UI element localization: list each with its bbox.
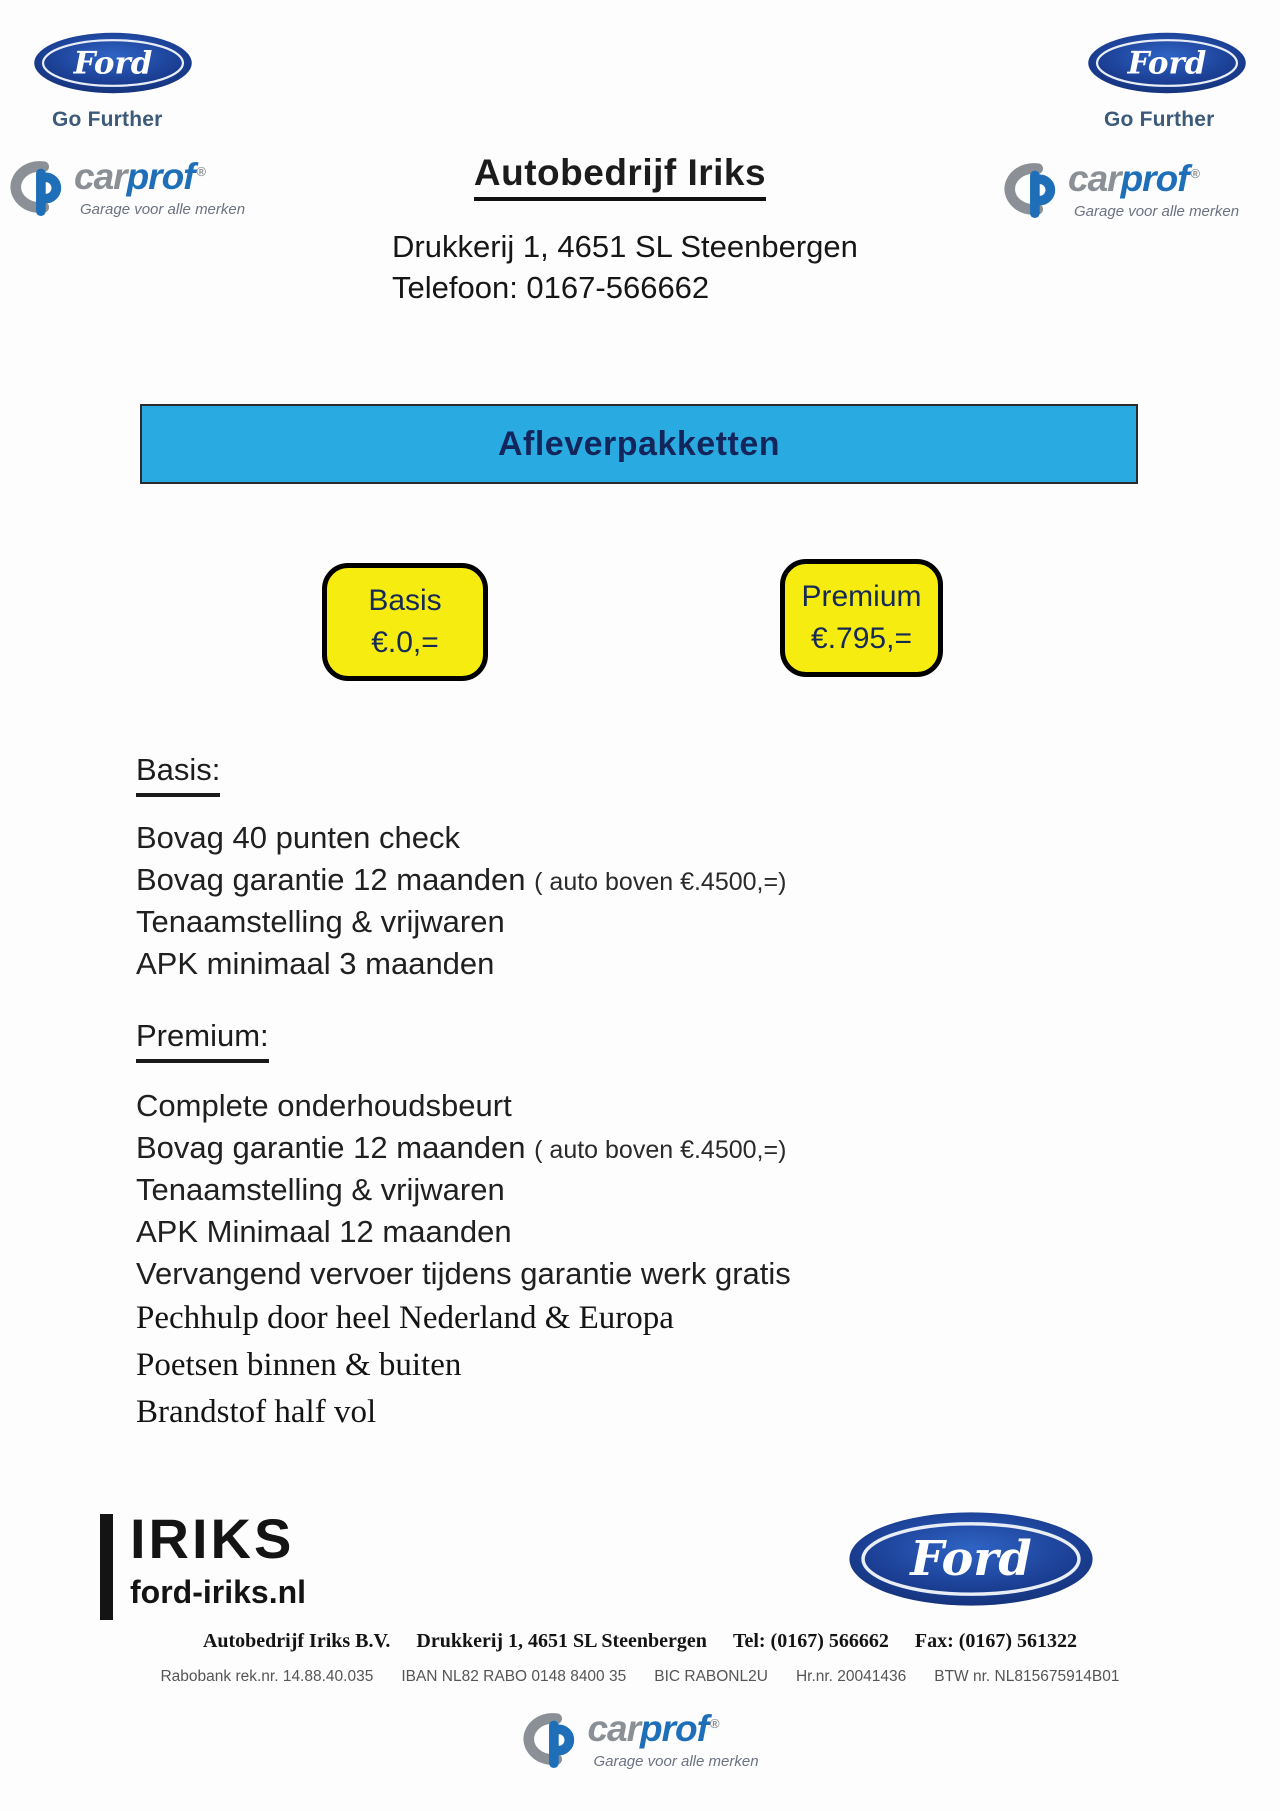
footer-address: Drukkerij 1, 4651 SL Steenbergen	[416, 1630, 707, 1652]
carprof-wordmark: carprof ®	[1068, 158, 1200, 199]
ford-wordmark: Ford	[910, 1530, 1032, 1587]
footer-tel: Tel: (0167) 566662	[732, 1630, 889, 1652]
premium-price-badge	[780, 559, 943, 677]
list-item: Complete onderhoudsbeurt	[136, 1088, 512, 1123]
footer-fax: Fax: (0167) 561322	[914, 1630, 1078, 1652]
carprof-tagline: Garage voor alle merken	[1074, 202, 1240, 220]
footer-bank: Rabobank rek.nr. 14.88.40.035	[160, 1668, 374, 1685]
carprof-icon	[1002, 160, 1060, 218]
footer-hr: Hr.nr. 20041436	[795, 1668, 907, 1685]
footer-bank-line	[0, 1668, 1280, 1686]
basis-item-list	[136, 818, 786, 986]
carprof-logo	[0, 1710, 1280, 1770]
carprof-tagline: Garage voor alle merken	[80, 200, 246, 218]
carprof-wordmark: carprof ®	[74, 156, 206, 197]
footer-btw: BTW nr. NL815675914B01	[934, 1668, 1120, 1685]
carprof-logo	[1002, 160, 1239, 220]
premium-item-list	[136, 1086, 791, 1437]
carprof-wordmark: carprof ®	[587, 1708, 719, 1749]
ford-logo	[32, 30, 194, 96]
basis-badge-name: Basis	[368, 584, 442, 617]
premium-section-heading: Premium:	[136, 1018, 269, 1063]
basis-badge-price: €.0,=	[371, 626, 439, 659]
ford-logo	[1086, 30, 1248, 96]
carprof-icon	[8, 158, 66, 216]
list-item: Poetsen binnen & buiten	[136, 1347, 462, 1383]
footer-bic: BIC RABONL2U	[654, 1668, 768, 1685]
ford-wordmark: Ford	[73, 45, 153, 82]
registered-mark: ®	[709, 1715, 719, 1731]
ford-wordmark: Ford	[1127, 45, 1207, 82]
carprof-logo	[8, 158, 245, 218]
header-contact	[392, 226, 858, 308]
go-further-label: Go Further	[52, 108, 163, 131]
footer-contact-line	[0, 1630, 1280, 1653]
registered-mark: ®	[1190, 165, 1200, 181]
list-item: Vervangend vervoer tijdens garantie werk gratis	[136, 1256, 791, 1291]
page-title: Autobedrijf Iriks	[474, 152, 766, 201]
list-item: APK Minimaal 12 maanden	[136, 1214, 512, 1249]
premium-badge-name: Premium	[801, 580, 922, 613]
section-banner	[140, 404, 1138, 484]
list-item: Bovag garantie 12 maanden ( auto boven €.4500,=)	[136, 1130, 787, 1165]
footer-company: Autobedrijf Iriks B.V.	[202, 1630, 391, 1652]
basis-section-heading: Basis:	[136, 752, 220, 797]
list-item: Brandstof half vol	[136, 1394, 377, 1430]
basis-price-badge	[322, 563, 488, 681]
list-item: APK minimaal 3 maanden	[136, 946, 495, 981]
list-item: Tenaamstelling & vrijwaren	[136, 904, 505, 939]
address-line: Drukkerij 1, 4651 SL Steenbergen	[392, 229, 858, 264]
ford-logo	[846, 1508, 1096, 1610]
list-item: Bovag garantie 12 maanden ( auto boven €.4500,=)	[136, 862, 787, 897]
carprof-tagline: Garage voor alle merken	[593, 1752, 759, 1770]
list-item: Tenaamstelling & vrijwaren	[136, 1172, 505, 1207]
registered-mark: ®	[196, 163, 206, 179]
iriks-logo-bar	[100, 1514, 113, 1620]
go-further-label: Go Further	[1104, 108, 1215, 131]
carprof-icon	[521, 1710, 579, 1768]
list-item: Pechhulp door heel Nederland & Europa	[136, 1300, 674, 1336]
premium-badge-price: €.795,=	[811, 622, 912, 655]
list-item: Bovag 40 punten check	[136, 820, 461, 855]
phone-line: Telefoon: 0167-566662	[392, 270, 710, 305]
iriks-website: ford-iriks.nl	[130, 1574, 307, 1610]
banner-title: Afleverpakketten	[497, 424, 780, 463]
iriks-logo-text: IRIKS	[130, 1507, 295, 1570]
footer-iban: IBAN NL82 RABO 0148 8400 35	[401, 1668, 627, 1685]
